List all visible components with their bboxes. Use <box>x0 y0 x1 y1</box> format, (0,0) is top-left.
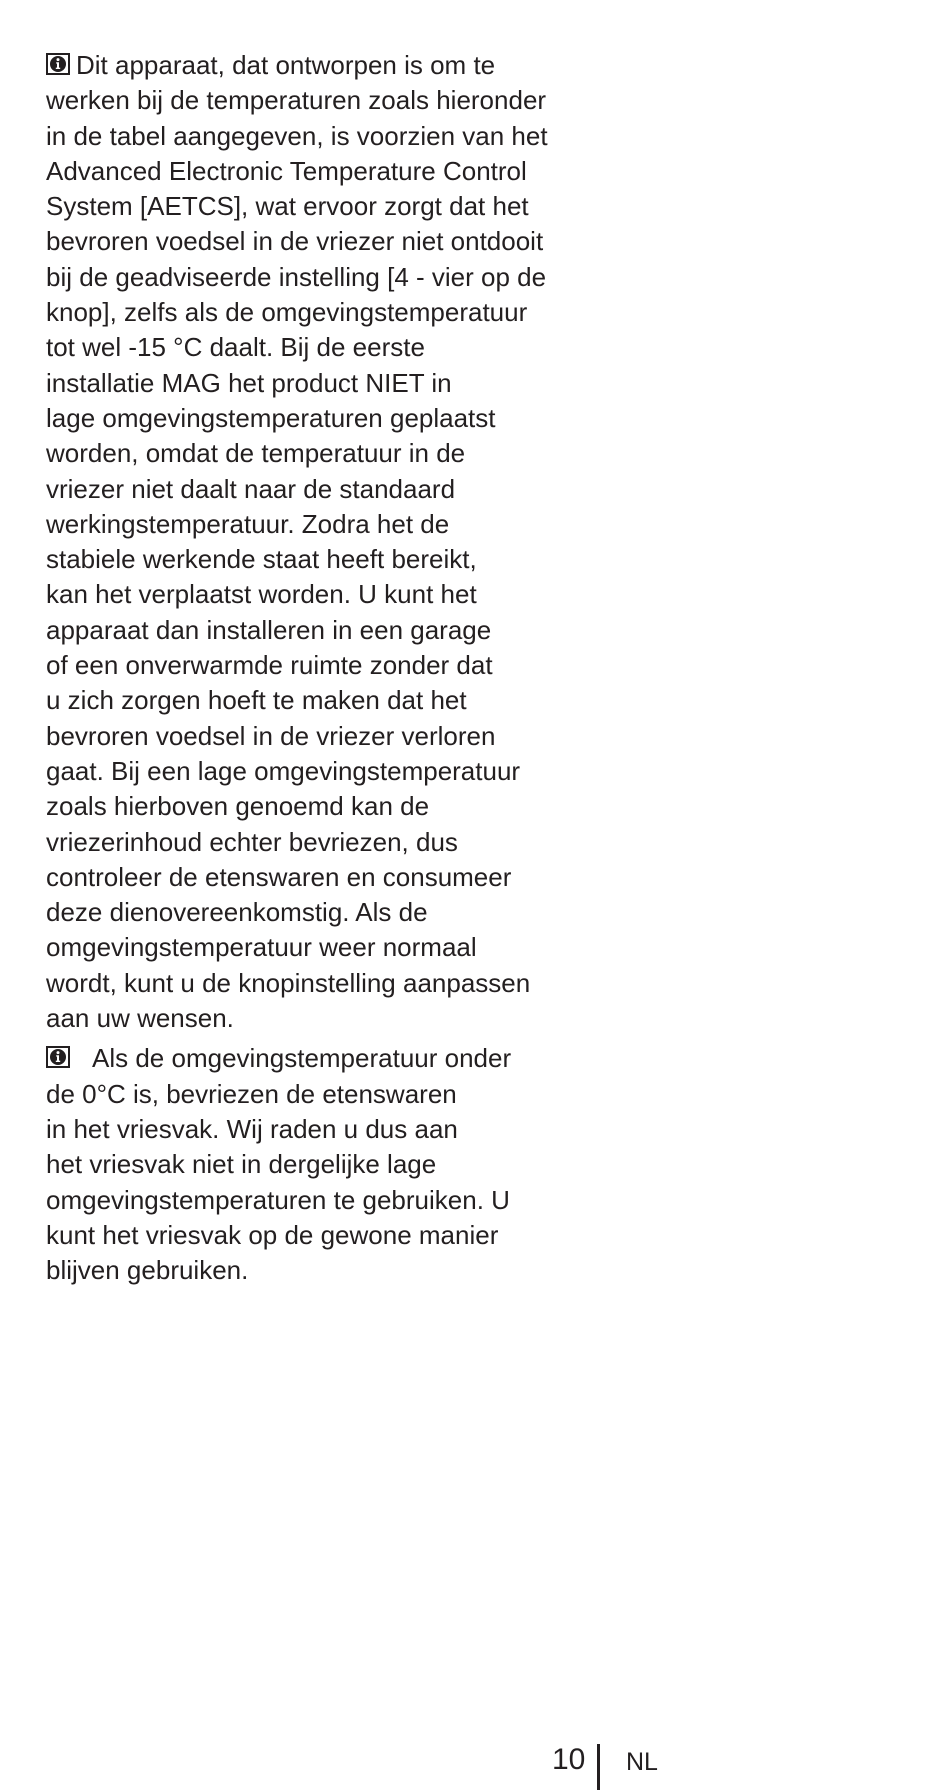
text-line-content: controleer de etenswaren en consumeer <box>46 861 512 892</box>
language-code: NL <box>626 1748 658 1776</box>
text-line <box>46 48 606 83</box>
text-line-content: zoals hierboven genoemd kan de <box>46 791 430 822</box>
text-line-content: bij de geadviseerde instelling [4 - vier op de <box>46 261 547 292</box>
text-line-content: of een onverwarmde ruimte zonder dat <box>46 650 493 681</box>
text-line-content: stabiele werkende staat heeft bereikt, <box>46 544 477 575</box>
text-line-content: werken bij de temperaturen zoals hieronder <box>46 85 547 116</box>
text-line <box>46 789 606 824</box>
text-line <box>46 930 606 965</box>
text-line <box>46 507 606 542</box>
text-line-content: System [AETCS], wat ervoor zorgt dat het <box>46 191 529 222</box>
text-line-content: worden, omdat de temperatuur in de <box>46 438 466 469</box>
text-line-content: de 0°C is, bevriezen de etenswaren <box>46 1078 457 1109</box>
text-line <box>46 436 606 471</box>
text-line <box>46 189 606 224</box>
text-line-content: u zich zorgen hoeft te maken dat het <box>46 685 467 716</box>
text-line-content: knop], zelfs als de omgevingstemperatuur <box>46 297 528 328</box>
text-line <box>46 1077 606 1112</box>
text-line-content: tot wel -15 °C daalt. Bij de eerste <box>46 332 425 363</box>
text-line <box>46 119 606 154</box>
document-body <box>46 48 606 1288</box>
info-paragraph-aetcs <box>46 48 606 1036</box>
text-line-content: omgevingstemperaturen te gebruiken. U <box>46 1184 510 1215</box>
text-line-content: het vriesvak niet in dergelijke lage <box>46 1149 437 1180</box>
text-line <box>46 613 606 648</box>
text-line-content: Advanced Electronic Temperature Control <box>46 155 527 186</box>
text-line <box>46 401 606 436</box>
text-line-content: in het vriesvak. Wij raden u dus aan <box>46 1113 458 1144</box>
text-line <box>46 719 606 754</box>
text-line-content: deze dienovereenkomstig. Als de <box>46 897 428 928</box>
info-icon <box>46 1046 70 1068</box>
text-line-content: installatie MAG het product NIET in <box>46 367 452 398</box>
text-line-content: in de tabel aangegeven, is voorzien van het <box>46 120 548 151</box>
text-line-content: Dit apparaat, dat ontworpen is om te <box>76 50 496 80</box>
info-paragraph-freezer-compartment <box>46 1041 606 1288</box>
text-line <box>46 577 606 612</box>
text-line <box>46 295 606 330</box>
text-line-content: omgevingstemperatuur weer normaal <box>46 932 477 963</box>
text-line <box>46 1253 606 1288</box>
text-line <box>46 260 606 295</box>
text-line-content: werkingstemperatuur. Zodra het de <box>46 508 450 539</box>
text-line-content: aan uw wensen. <box>46 1003 234 1034</box>
text-line <box>46 472 606 507</box>
text-line-content: gaat. Bij een lage omgevingstemperatuur <box>46 755 521 786</box>
text-line-content: vriezer niet daalt naar de standaard <box>46 473 456 504</box>
text-line <box>46 1001 606 1036</box>
text-line-content: apparaat dan installeren in een garage <box>46 614 492 645</box>
text-line <box>46 648 606 683</box>
text-line <box>46 224 606 259</box>
text-line <box>46 154 606 189</box>
text-line <box>46 825 606 860</box>
text-line-content: bevroren voedsel in de vriezer niet ontdooit <box>46 226 544 257</box>
text-line <box>46 683 606 718</box>
footer-divider <box>597 1744 600 1790</box>
text-line <box>46 83 606 118</box>
text-line <box>46 1218 606 1253</box>
text-line-content: bevroren voedsel in de vriezer verloren <box>46 720 496 751</box>
text-line-content: kunt het vriesvak op de gewone manier <box>46 1219 499 1250</box>
text-line <box>46 1041 606 1076</box>
text-line <box>46 330 606 365</box>
text-line <box>46 1183 606 1218</box>
text-line-content: wordt, kunt u de knopinstelling aanpassen <box>46 967 531 998</box>
text-line <box>46 542 606 577</box>
text-line <box>46 1147 606 1182</box>
text-line-content: lage omgevingstemperaturen geplaatst <box>46 402 496 433</box>
text-line <box>46 895 606 930</box>
text-line <box>46 754 606 789</box>
text-line-content: kan het verplaatst worden. U kunt het <box>46 579 477 610</box>
text-line <box>46 1112 606 1147</box>
text-line <box>46 366 606 401</box>
text-line-content: Als de omgevingstemperatuur onder <box>92 1043 512 1074</box>
text-line-content: vriezerinhoud echter bevriezen, dus <box>46 826 458 857</box>
text-line-content: blijven gebruiken. <box>46 1255 249 1286</box>
page-footer <box>552 1742 752 1790</box>
text-line <box>46 966 606 1001</box>
info-icon <box>46 53 70 75</box>
page-number: 10 <box>552 1743 586 1776</box>
text-line <box>46 860 606 895</box>
